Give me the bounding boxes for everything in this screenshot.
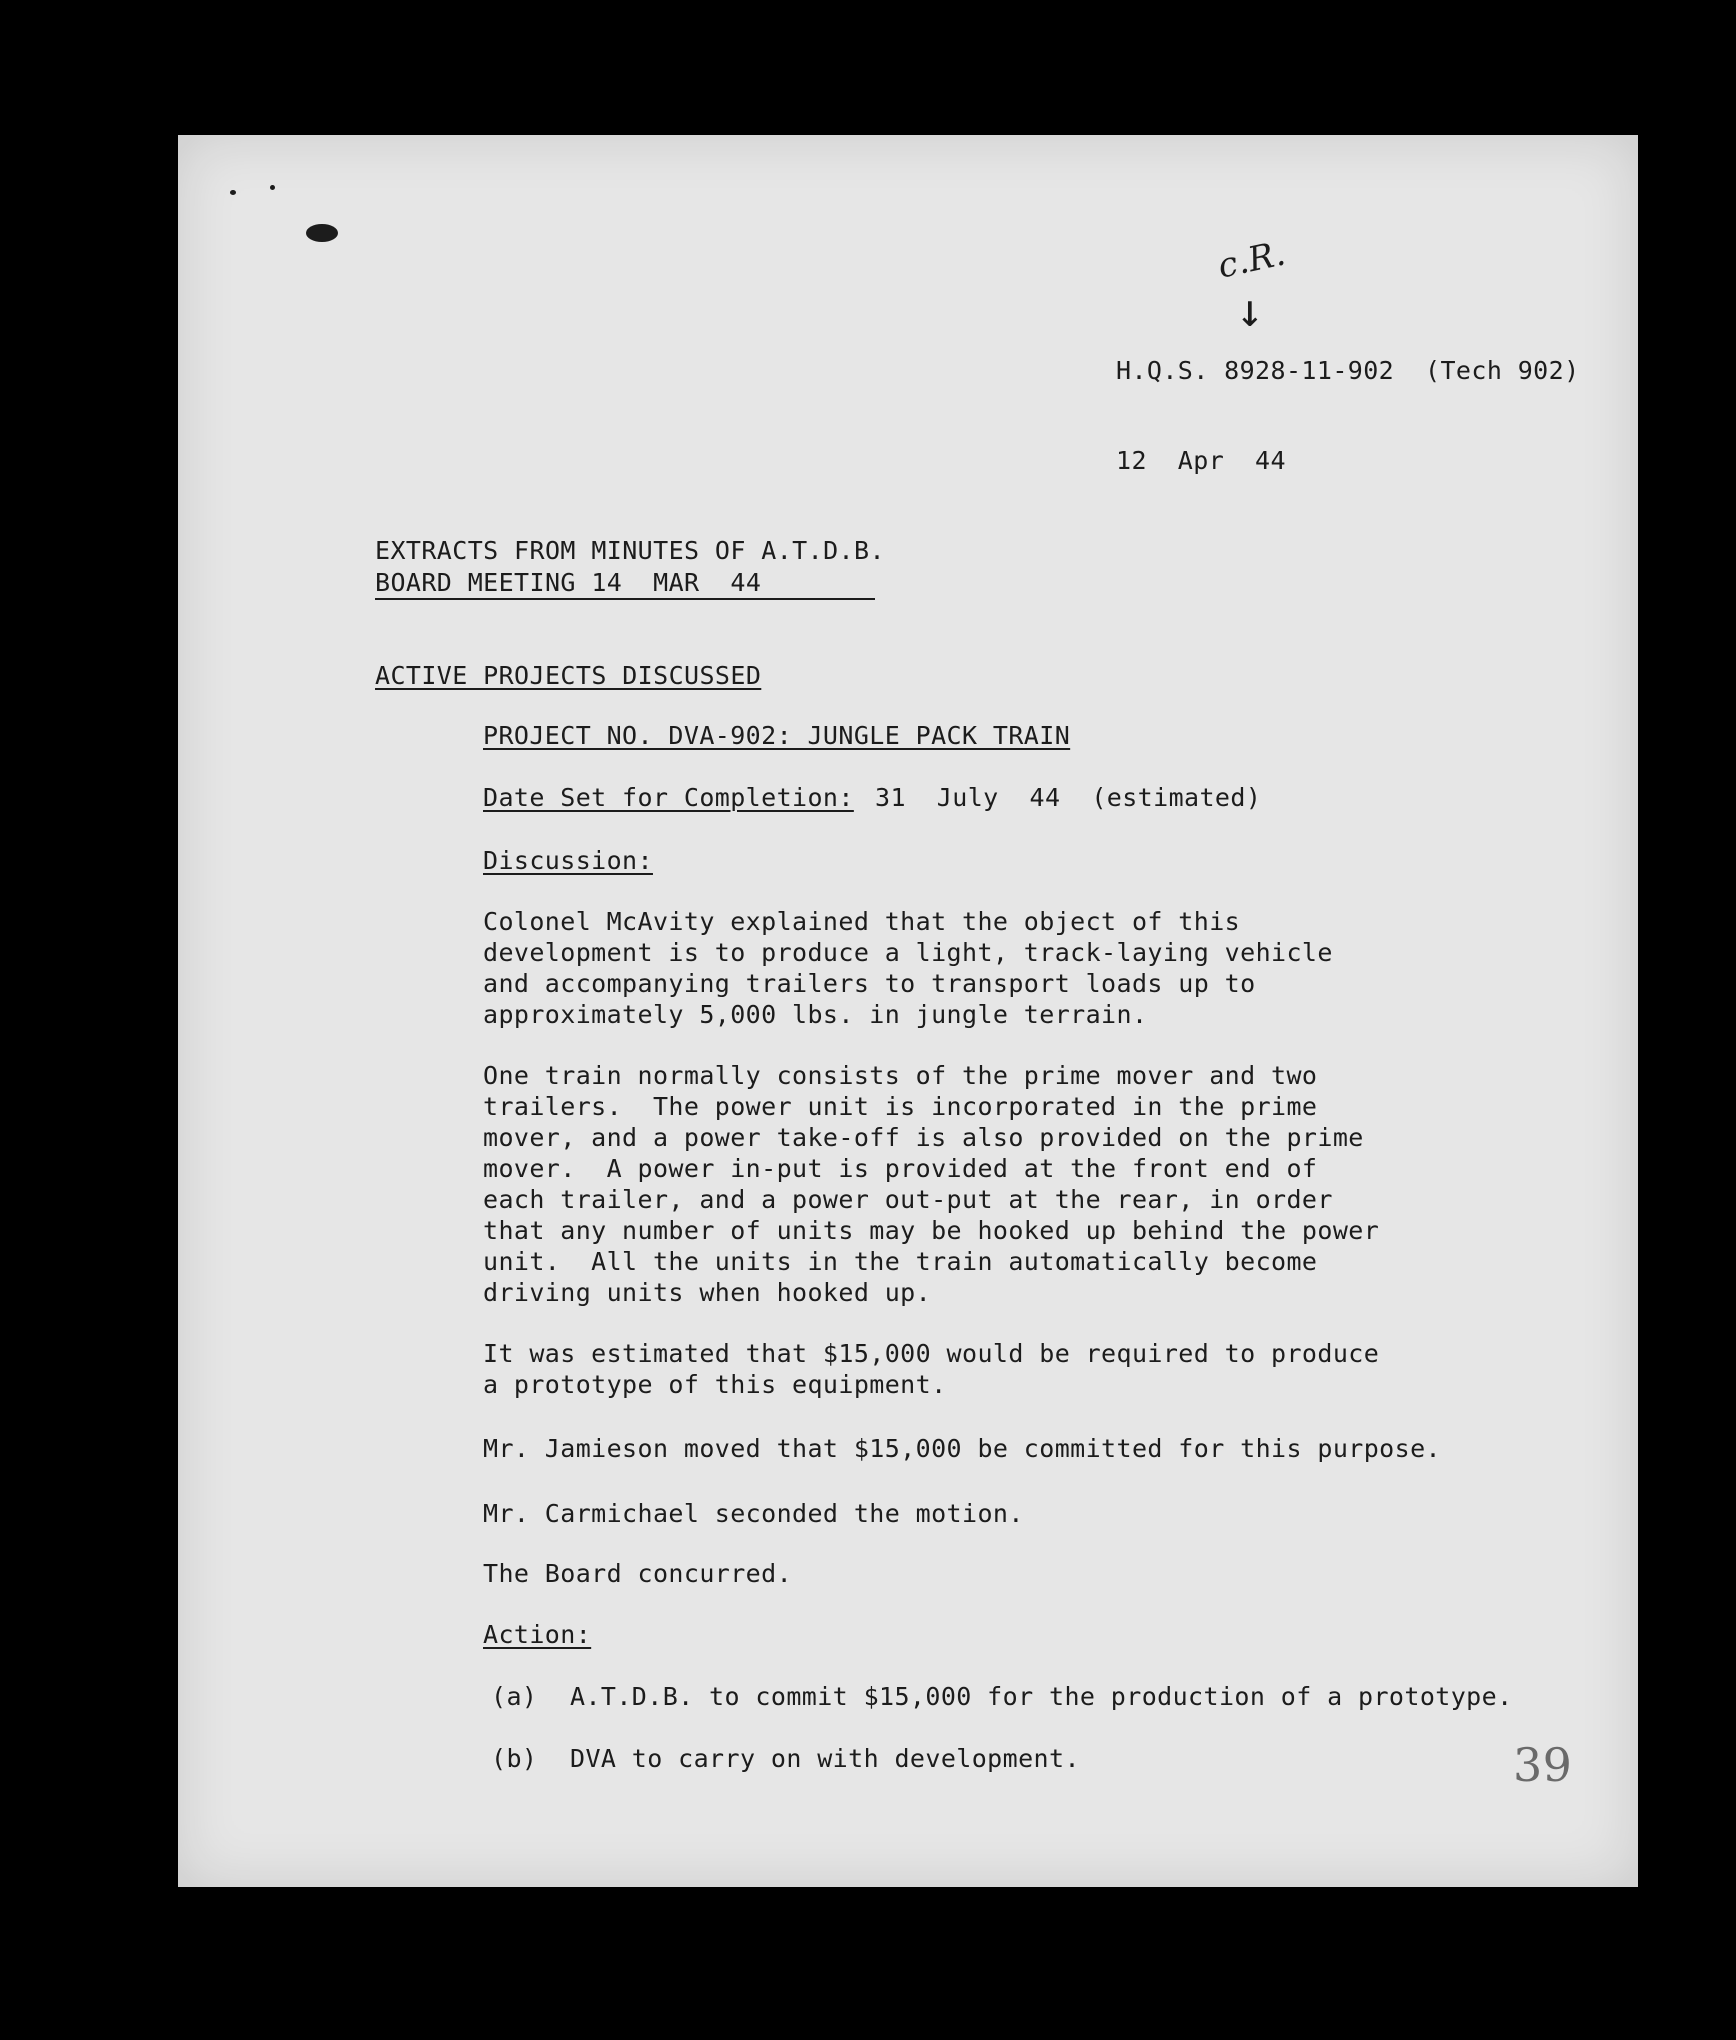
motion-text: Mr. Jamieson moved that $15,000 be committed for this purpose. xyxy=(483,1434,1441,1463)
file-reference: H.Q.S. 8928-11-902 (Tech 902) xyxy=(1116,356,1580,385)
para2-line: trailers. The power unit is incorporated in the prime xyxy=(483,1092,1318,1121)
discussion-label: Discussion: xyxy=(483,846,653,875)
para2-line: One train normally consists of the prime mover and two xyxy=(483,1061,1318,1090)
para2-line: unit. All the units in the train automatically become xyxy=(483,1247,1318,1276)
completion-value: 31 July 44 (estimated) xyxy=(875,783,1262,812)
concur-text: The Board concurred. xyxy=(483,1559,793,1588)
document-date: 12 Apr 44 xyxy=(1116,446,1286,475)
handwritten-initials: c.R. xyxy=(1214,233,1290,287)
document-title-line1: EXTRACTS FROM MINUTES OF A.T.D.B. xyxy=(375,536,885,565)
para2-line: that any number of units may be hooked up behind the power xyxy=(483,1216,1380,1245)
para1-line: approximately 5,000 lbs. in jungle terrain. xyxy=(483,1000,1148,1029)
handwritten-page-number: 39 xyxy=(1513,1738,1573,1792)
section-heading: ACTIVE PROJECTS DISCUSSED xyxy=(375,661,762,690)
action-text: A.T.D.B. to commit $15,000 for the production of a prototype. xyxy=(570,1682,1513,1711)
para1-line: development is to produce a light, track-laying vehicle xyxy=(483,938,1333,967)
action-label: Action: xyxy=(483,1620,592,1649)
project-heading: PROJECT NO. DVA-902: JUNGLE PACK TRAIN xyxy=(483,721,1071,750)
action-text: DVA to carry on with development. xyxy=(570,1744,1080,1773)
second-text: Mr. Carmichael seconded the motion. xyxy=(483,1499,1024,1528)
para1-line: and accompanying trailers to transport loads up to xyxy=(483,969,1256,998)
action-marker: (b) xyxy=(491,1744,538,1773)
ink-speck xyxy=(270,185,275,190)
ink-speck xyxy=(230,190,236,195)
para3-line: a prototype of this equipment. xyxy=(483,1370,947,1399)
ink-blot xyxy=(306,224,338,242)
para2-line: mover, and a power take-off is also provided on the prime xyxy=(483,1123,1364,1152)
para2-line: each trailer, and a power out-put at the rear, in order xyxy=(483,1185,1333,1214)
document-page xyxy=(178,135,1638,1887)
handwritten-arrow: ↓ xyxy=(1236,283,1265,337)
para2-line: driving units when hooked up. xyxy=(483,1278,932,1307)
para1-line: Colonel McAvity explained that the object of this xyxy=(483,907,1241,936)
para3-line: It was estimated that $15,000 would be required to produce xyxy=(483,1339,1380,1368)
completion-label: Date Set for Completion: xyxy=(483,783,854,812)
document-title-line2: BOARD MEETING 14 MAR 44 xyxy=(375,568,762,597)
action-marker: (a) xyxy=(491,1682,538,1711)
title-underline xyxy=(375,598,875,600)
para2-line: mover. A power in-put is provided at the front end of xyxy=(483,1154,1318,1183)
